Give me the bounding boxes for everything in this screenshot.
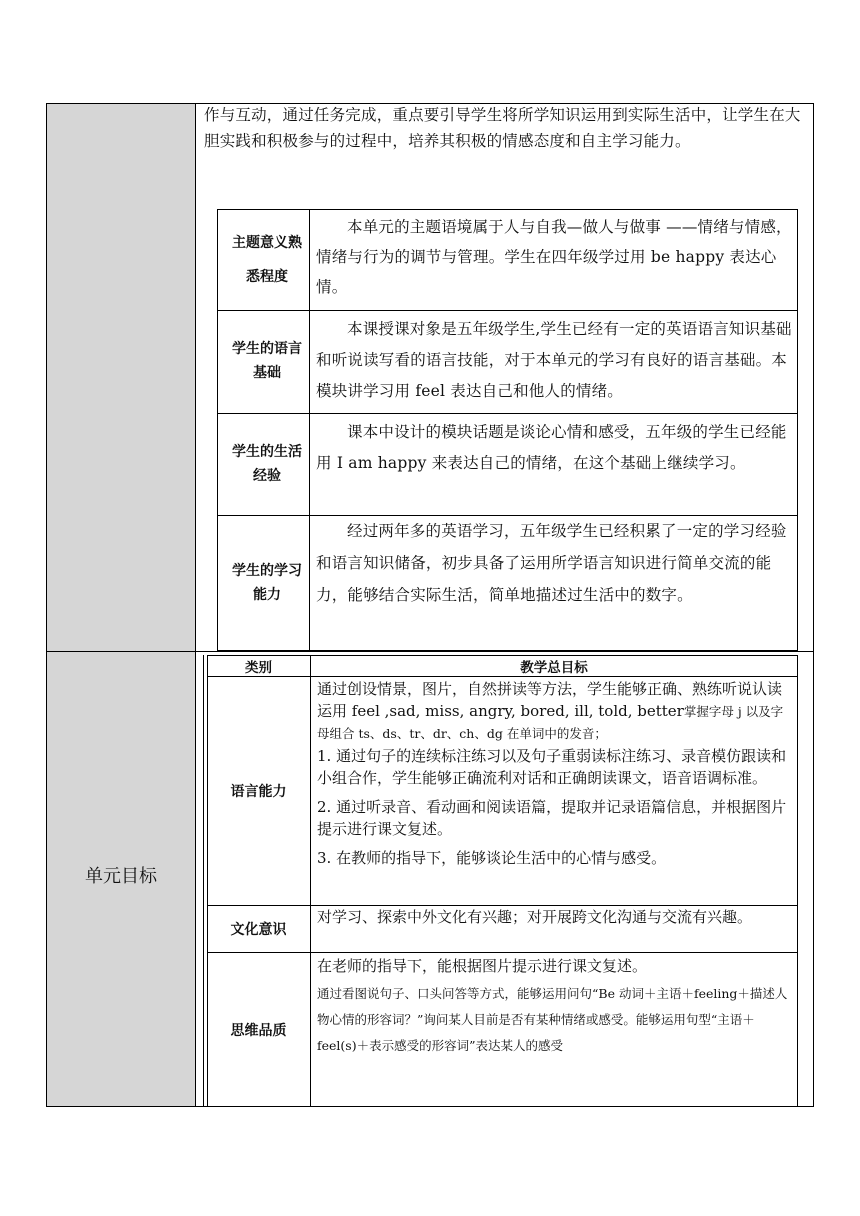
- section-divider: [46, 651, 814, 652]
- header-category: 类别: [245, 659, 272, 676]
- intro-paragraph: 作与互动，通过任务完成，重点要引导学生将所学知识运用到实际生活中，让学生在大胆实践和积极参与的过程中，培养其积极的情感态度和自主学习能力。: [204, 106, 801, 150]
- language-para-1b: 掌握字母 j 以及字母组合 ts、ds、tr、dr、ch、dg 在单词中的发音；: [317, 704, 784, 741]
- unit-goals-label: 单元目标: [85, 866, 157, 887]
- analysis-text: 经过两年多的英语学习，五年级学生已经积累了一定的学习经验和语言知识储备，初步具备了运用所学语言知识进行简单交流的能力，能够结合实际生活，简单地描述过生活中的数字。: [316, 522, 787, 604]
- analysis-row-line: [217, 413, 798, 414]
- language-para-4: 3. 在教师的指导下，能够谈论生活中的心情与感受。: [317, 849, 667, 867]
- language-para-1a: 通过创设情景，图片，自然拼读等方法，学生能够正确、熟练听说认读运用 feel ,sad, miss, angry, bored, ill, told, better: [317, 680, 783, 720]
- header-goal: 教学总目标: [520, 659, 588, 676]
- analysis-label: 主题意义熟悉程度: [232, 235, 302, 285]
- goal-text-thinking: [317, 955, 792, 1059]
- left-column-shade: [46, 104, 196, 1107]
- goals-col-divider: [310, 655, 311, 1107]
- thinking-para-2: 通过看图说句子、口头问答等方式，能够运用问句“Be 动词＋主语＋feeling＋描述人物心情的形容词？”询问某人目前是否有某种情绪或感受。能够运用句型“主语＋feel(s)＋表示感受的形容词”表达某人的感受: [317, 986, 788, 1053]
- analysis-row-line: [217, 310, 798, 311]
- analysis-col-divider: [309, 209, 310, 651]
- goals-left-accent: [203, 655, 204, 1107]
- goal-label-language: 语言能力: [230, 784, 287, 800]
- analysis-text: 本课授课对象是五年级学生,学生已经有一定的英语语言知识基础和听说读写看的语言技能，对于本单元的学习有良好的语言基础。本模块讲学习用 feel 表达自己和他人的情绪。: [316, 320, 792, 400]
- goal-text-culture: 对学习、探索中外文化有兴趣；对开展跨文化沟通与交流有兴趣。: [317, 908, 753, 926]
- goal-label-thinking: 思维品质: [230, 1022, 287, 1039]
- outer-border-right: [813, 103, 814, 1107]
- language-para-3: 2. 通过听录音、看动画和阅读语篇，提取并记录语篇信息，并根据图片提示进行课文复述。: [317, 798, 787, 838]
- thinking-para-1: 在老师的指导下，能根据图片提示进行课文复述。: [317, 957, 648, 975]
- language-para-2: 1. 通过句子的连续标注练习以及句子重弱读标注练习、录音模仿跟读和小组合作，学生能够正确流利对话和正确朗读课文，语音语调标准。: [317, 747, 787, 787]
- analysis-label: 学生的语言基础: [232, 341, 302, 381]
- goal-label-culture: 文化意识: [230, 922, 287, 938]
- analysis-text: 本单元的主题语境属于人与自我—做人与做事 ——情绪与情感，情绪与行为的调节与管理。学生在四年级学过用 be happy 表达心情。: [316, 218, 792, 296]
- goal-text-language: [317, 678, 792, 869]
- analysis-label: 学生的学习能力: [232, 563, 302, 603]
- analysis-text: 课本中设计的模块话题是谈论心情和感受，五年级的学生已经能用 I am happy 来表达自己的情绪，在这个基础上继续学习。: [316, 423, 787, 472]
- column-divider: [195, 103, 196, 1107]
- outer-border-left: [46, 103, 47, 1107]
- analysis-label: 学生的生活经验: [232, 444, 302, 484]
